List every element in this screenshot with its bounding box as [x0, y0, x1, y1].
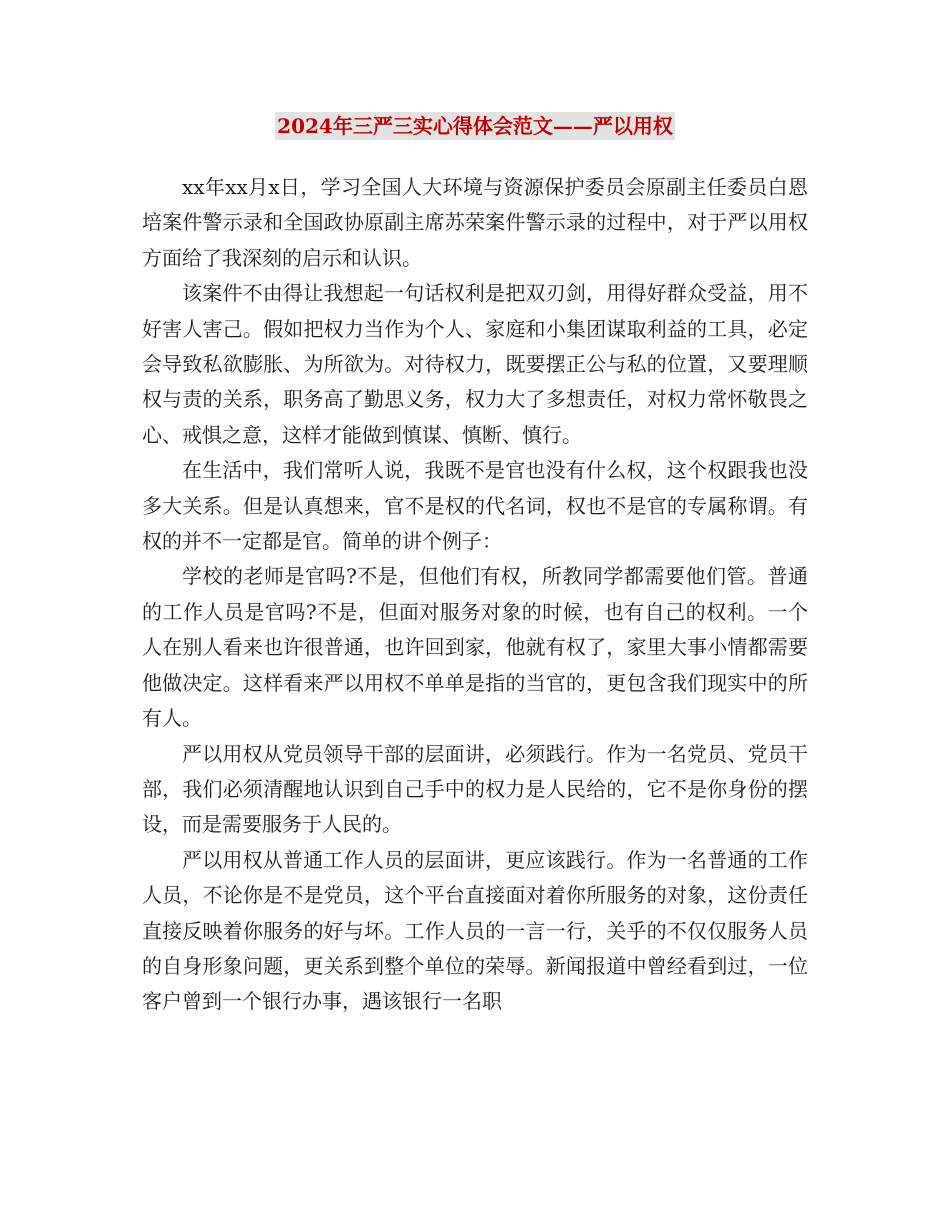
document-body: [142, 170, 808, 1020]
paragraph: 严以用权从党员领导干部的层面讲，必须践行。作为一名党员、党员干部，我们必须清醒地认识到自己手中的权力是人民给的，它不是你身份的摆设，而是需要服务于人民的。: [142, 741, 808, 837]
paragraph: 严以用权从普通工作人员的层面讲，更应该践行。作为一名普通的工作人员，不论你是不是党员，这个平台直接面对着你所服务的对象，这份责任直接反映着你服务的好与坏。工作人员的一言一行，关乎的不仅仅服务人员的自身形象问题，更关系到整个单位的荣辱。新闻报道中曾经看到过，一位客户曾到一个银行办事，遇该银行一名职: [142, 847, 808, 1014]
document-title: 2024年三严三实心得体会范文——严以用权: [277, 114, 673, 138]
title-container: [0, 112, 950, 140]
paragraph: 该案件不由得让我想起一句话权利是把双刃剑，用得好群众受益，用不好害人害己。假如把权力当作为个人、家庭和小集团谋取利益的工具，必定会导致私欲膨胀、为所欲为。对待权力，既要摆正公与私的位置，又要理顺权与责的关系，职务高了勤思义务，权力大了多想责任，对权力常怀敬畏之心、戒惧之意，这样才能做到慎谋、慎断、慎行。: [142, 281, 808, 447]
paragraph: 在生活中，我们常听人说，我既不是官也没有什么权，这个权跟我也没多大关系。但是认真想来，官不是权的代名词，权也不是官的专属称谓。有权的并不一定都是官。简单的讲个例子：: [142, 458, 808, 554]
paragraph: 学校的老师是官吗?不是，但他们有权，所教同学都需要他们管。普通的工作人员是官吗?不是，但面对服务对象的时候，也有自己的权利。一个人在别人看来也许很普通，也许回到家，他就有权了，家里大事小情都需要他做决定。这样看来严以用权不单单是指的当官的，更包含我们现实中的所有人。: [142, 564, 808, 731]
paragraph: xx年xx月x日，学习全国人大环境与资源保护委员会原副主任委员白恩培案件警示录和全国政协原副主席苏荣案件警示录的过程中，对于严以用权方面给了我深刻的启示和认识。: [142, 175, 808, 270]
